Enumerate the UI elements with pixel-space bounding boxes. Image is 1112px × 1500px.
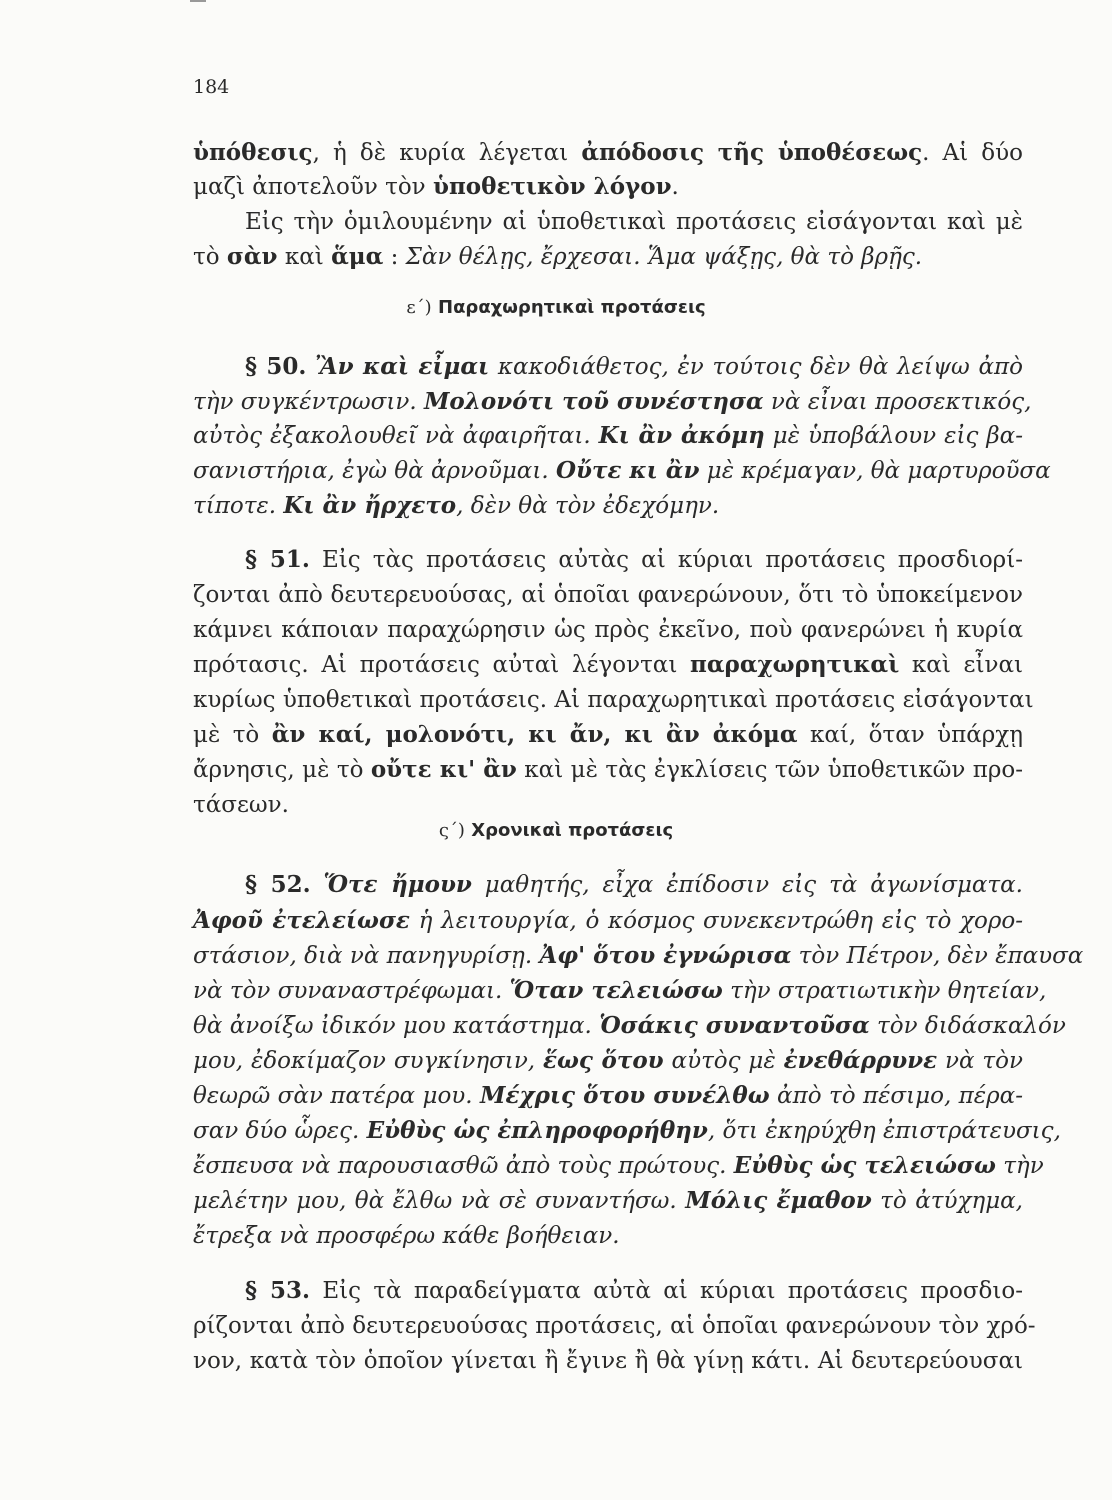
text-line: § 51. Εἰς τὰς προτάσεις αὐτὰς αἱ κύριαι προτάσεις προσδιορί- — [245, 546, 1023, 573]
scan-mark — [190, 0, 206, 2]
text-line: νὰ τὸν συναναστρέφωμαι. Ὅταν τελειώσω τὴν στρατιωτικὴν θητείαν, — [193, 977, 1047, 1004]
text-line: αὐτὸς ἐξακολουθεῖ νὰ ἀφαιρῆται. Κι ἂν ἀκόμη μὲ ὑποβάλουν εἰς βα- — [193, 422, 1023, 449]
text-line: μελέτην μου, θὰ ἔλθω νὰ σὲ συναντήσω. Μόλις ἔμαθον τὸ ἀτύχημα, — [193, 1187, 1023, 1214]
text-line: θεωρῶ σὰν πατέρα μου. Μέχρις ὅτου συνέλθω ἀπὸ τὸ πέσιμο, πέρα- — [193, 1082, 1023, 1109]
paragraph-number: § 52. — [245, 871, 311, 898]
paragraph-number: § 53. — [245, 1277, 311, 1304]
text-line: σανιστήρια, ἐγὼ θὰ ἀρνοῦμαι. Οὔτε κι ἂν μὲ κρέμαγαν, θὰ μαρτυροῦσα — [193, 457, 1051, 484]
text-line: στάσιον, διὰ νὰ πανηγυρίσῃ. Ἀφ' ὅτου ἐγνώρισα τὸν Πέτρον, δὲν ἔπαυσα — [193, 942, 1084, 969]
text-line: ἄρνησις, μὲ τὸ οὔτε κι' ἂν καὶ μὲ τὰς ἐγκλίσεις τῶν ὑποθετικῶν προ- — [193, 756, 1023, 783]
text-line: ἔτρεξα νὰ προσφέρω κάθε βοήθειαν. — [193, 1223, 620, 1249]
text-line: ἔσπευσα νὰ παρουσιασθῶ ἀπὸ τοὺς πρώτους. Εὐθὺς ὡς τελειώσω τὴν — [193, 1152, 1044, 1179]
term-bold: ἀπόδοσις τῆς ὑποθέσεως — [581, 139, 923, 166]
text-line: τίποτε. Κι ἂν ἤρχετο, δὲν θὰ τὸν ἐδεχόμην. — [193, 492, 720, 519]
text-line: ζονται ἀπὸ δευτερευούσας, αἱ ὁποῖαι φανερώνουν, ὅτι τὸ ὑποκείμενον — [193, 582, 1023, 608]
text-line: ρίζονται ἀπὸ δευτερευούσας προτάσεις, αἱ ὁποῖαι φανερώνουν τὸν χρό- — [193, 1313, 1036, 1339]
text-line: σαν δύο ὧρες. Εὐθὺς ὡς ἐπληροφορήθην, ὅτι ἐκηρύχθη ἐπιστράτευσις, — [193, 1117, 1061, 1144]
paragraph-number: § 50. — [245, 353, 307, 380]
text-line: § 52. Ὅτε ἤμουν μαθητής, εἶχα ἐπίδοσιν εἰς τὰ ἀγωνίσματα. — [245, 871, 1023, 898]
text-line: μου, ἐδοκίμαζον συγκίνησιν, ἕως ὅτου αὐτὸς μὲ ἐνεθάρρυνε νὰ τὸν — [193, 1047, 1023, 1074]
text-line: τὴν συγκέντρωσιν. Μολονότι τοῦ συνέστησα νὰ εἶναι προσεκτικός, — [193, 388, 1032, 415]
text-line: θὰ ἀνοίξω ἰδικόν μου κατάστημα. Ὁσάκις συναντοῦσα τὸν διδάσκαλόν — [193, 1012, 1066, 1039]
text-line: ὑπόθεσις, ἡ δὲ κυρία λέγεται ἀπόδοσις τῆς ὑποθέσεως. Αἱ δύο — [193, 139, 1023, 166]
term-bold: ὑπόθεσις — [193, 139, 313, 166]
text-line: § 53. Εἰς τὰ παραδείγματα αὐτὰ αἱ κύριαι προτάσεις προσδιο- — [245, 1277, 1023, 1304]
text-line: § 50. Ἂν καὶ εἶμαι κακοδιάθετος, ἐν τούτοις δὲν θὰ λείψω ἀπὸ — [245, 353, 1023, 380]
section-heading: ε΄) Παραχωρητικαὶ προτάσεις — [406, 297, 706, 318]
text-line: Ἀφοῦ ἐτελείωσε ἡ λειτουργία, ὁ κόσμος συνεκεντρώθη εἰς τὸ χορο- — [193, 907, 1023, 934]
text-line: κάμνει κάποιαν παραχώρησιν ὡς πρὸς ἐκεῖνο, ποὺ φανερώνει ἡ κυρία — [193, 617, 1023, 643]
text-line: πρότασις. Αἱ προτάσεις αὐταὶ λέγονται παραχωρητικαὶ καὶ εἶναι — [193, 651, 1023, 678]
text-line: Εἰς τὴν ὁμιλουμένην αἱ ὑποθετικαὶ προτάσεις εἰσάγονται καὶ μὲ — [245, 209, 1023, 235]
text-line: τάσεων. — [193, 792, 289, 818]
text-line: μαζὶ ἀποτελοῦν τὸν ὑποθετικὸν λόγον. — [193, 173, 679, 200]
paragraph-number: § 51. — [245, 546, 310, 573]
page-number: 184 — [193, 76, 230, 98]
text-line: κυρίως ὑποθετικαὶ προτάσεις. Αἱ παραχωρητικαὶ προτάσεις εἰσάγονται — [193, 687, 1034, 713]
text-line: τὸ σὰν καὶ ἅμα : Σὰν θέλῃς, ἔρχεσαι. Ἅμα ψάξῃς, θὰ τὸ βρῇς. — [193, 243, 923, 270]
section-heading: ς΄) Χρονικαὶ προτάσεις — [438, 820, 674, 841]
text-line: μὲ τὸ ἂν καί, μολονότι, κι ἄν, κι ἂν ἀκόμα καί, ὅταν ὑπάρχῃ — [193, 721, 1024, 748]
term-bold: ὑποθετικὸν λόγον — [432, 173, 672, 200]
text-line: νον, κατὰ τὸν ὁποῖον γίνεται ἢ ἔγινε ἢ θὰ γίνῃ κάτι. Αἱ δευτερεύουσαι — [193, 1348, 1023, 1374]
